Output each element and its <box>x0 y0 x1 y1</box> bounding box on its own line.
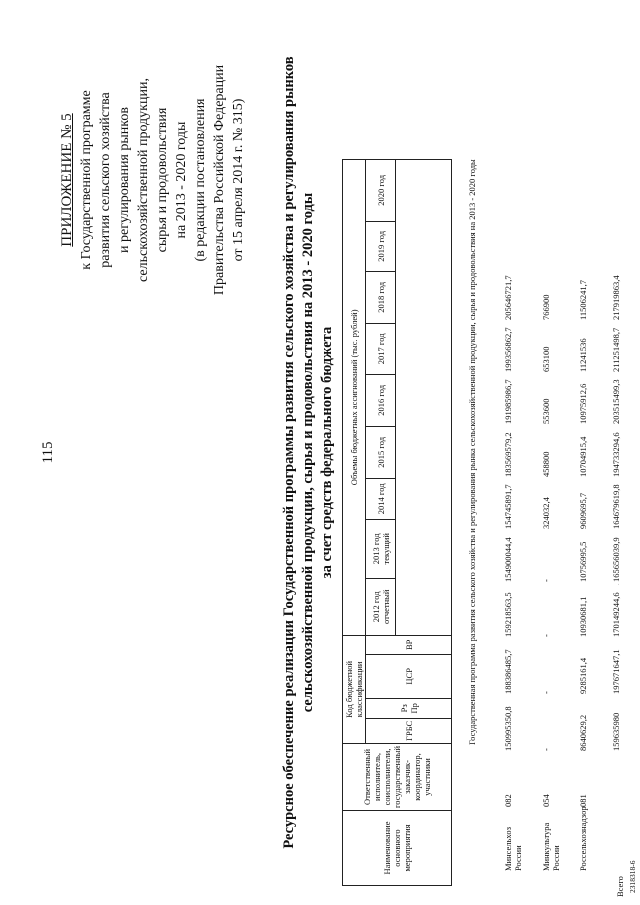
total-value: 194733294,6 <box>611 432 621 477</box>
row-grbs-code: 081 <box>578 794 588 807</box>
row-value: - <box>541 691 551 694</box>
total-value: 165656039,9 <box>611 537 621 582</box>
header-volumes: Объемы бюджетных ассигнований (тыс. рублей) <box>343 159 366 635</box>
row-value: 154745891,7 <box>503 484 513 529</box>
title-line: Ресурсное обеспечение реализации Государственной программы развития сельского хозяйства и регулирования рынков <box>281 56 297 849</box>
total-value: 159635980 <box>611 712 621 751</box>
row-value: 653100 <box>541 346 551 372</box>
stray-mark: . <box>615 583 621 585</box>
row-value: 10756995,5 <box>578 541 588 582</box>
row-value: 205646721,7 <box>503 275 513 320</box>
total-value: 170149244,6 <box>611 592 621 637</box>
title-line: сельскохозяйственной продукции, сырья и продовольствия на 2013 - 2020 годы <box>300 192 316 713</box>
row-value: 154900044,4 <box>503 537 513 582</box>
header-csr: ЦСР <box>366 654 452 698</box>
row-value: - <box>541 748 551 751</box>
header-vr: ВР <box>366 635 452 654</box>
header-year: 2013 год текущий <box>366 519 396 578</box>
header-year: 2016 год <box>366 374 396 426</box>
header-responsible: Ответственный исполнитель, соисполнители, государственный заказчик-координатор, участники <box>343 743 452 810</box>
header-year: 2018 год <box>366 271 396 323</box>
row-value: 10975912,6 <box>578 383 588 424</box>
total-value: 217919863,4 <box>611 275 621 320</box>
row-org: Минсельхоз России <box>503 827 523 871</box>
row-value: 191985986,7 <box>503 379 513 424</box>
header-year: 2014 год <box>366 478 396 519</box>
appendix-line: на 2013 - 2020 годы <box>174 121 189 239</box>
row-org: Россельхознадзор <box>578 806 588 871</box>
appendix-line: и регулирования рынков <box>117 107 132 253</box>
program-row: Государственная программа развития сельского хозяйства и регулирования рынка сельскохозяйственной продукции, сырья и продовольствия на 2013 - 2020 годы <box>467 159 477 745</box>
appendix-line: к Государственной программе <box>79 90 94 270</box>
footer-code: 2318318-6 <box>628 860 637 893</box>
appendix-line: развития сельского хозяйства <box>98 92 113 268</box>
appendix-line: Правительства Российской Федерации <box>212 64 227 296</box>
appendix-line: сельскохозяйственной продукции, <box>136 78 151 282</box>
total-value: 164679619,8 <box>611 484 621 529</box>
row-value: 8640629,2 <box>578 714 588 751</box>
total-value: 211251498,7 <box>611 327 621 372</box>
row-value: 9609695,7 <box>578 492 588 529</box>
row-grbs-code: 054 <box>541 794 551 807</box>
row-value: 766900 <box>541 294 551 320</box>
appendix-line: (в редакции постановления <box>193 98 208 262</box>
page-number: 115 <box>40 441 56 464</box>
header-activity-name: Наименование основного мероприятия <box>343 811 452 886</box>
row-value: 324032,4 <box>541 497 551 529</box>
row-value: 10704915,4 <box>578 436 588 477</box>
total-label: Всего <box>615 876 625 897</box>
row-value: 10930681,1 <box>578 596 588 637</box>
row-value: 553600 <box>541 398 551 424</box>
header-year: 2017 год <box>366 323 396 374</box>
row-value: - <box>541 579 551 582</box>
header-year: 2012 год отчетный <box>366 578 396 635</box>
appendix-line: сырья и продовольствия <box>155 107 170 253</box>
row-value: - <box>541 634 551 637</box>
row-org: Минкультура России <box>541 822 561 871</box>
title-line: за счет средств федерального бюджета <box>319 326 335 579</box>
row-value: 458800 <box>541 451 551 477</box>
header-year: 2020 год <box>366 159 396 221</box>
header-year: 2019 год <box>366 221 396 271</box>
row-grbs-code: 082 <box>503 794 513 807</box>
appendix-heading: ПРИЛОЖЕНИЕ № 5 <box>59 113 75 247</box>
row-value: 183569579,2 <box>503 432 513 477</box>
row-value: 199356862,7 <box>503 327 513 372</box>
header-rz-pr: Рз Пр <box>366 698 452 718</box>
row-value: 188386485,7 <box>503 649 513 694</box>
row-value: 159218563,5 <box>503 592 513 637</box>
header-spacer <box>396 159 452 635</box>
header-grbs: ГРБС <box>366 718 452 743</box>
total-value: 197671647,1 <box>611 649 621 694</box>
row-value: 11506241,7 <box>578 279 588 320</box>
appendix-line: от 15 апреля 2014 г. № 315) <box>231 98 246 262</box>
row-value: 11241536 <box>578 338 588 372</box>
row-value: 150995350,8 <box>503 706 513 751</box>
row-value: 9285161,4 <box>578 657 588 694</box>
resource-table <box>342 159 452 886</box>
total-value: 203515499,3 <box>611 379 621 424</box>
header-year: 2015 год <box>366 426 396 478</box>
document-title <box>280 10 337 895</box>
appendix-block <box>58 15 248 345</box>
header-budget-code: Код бюджетной классификации <box>343 635 366 743</box>
